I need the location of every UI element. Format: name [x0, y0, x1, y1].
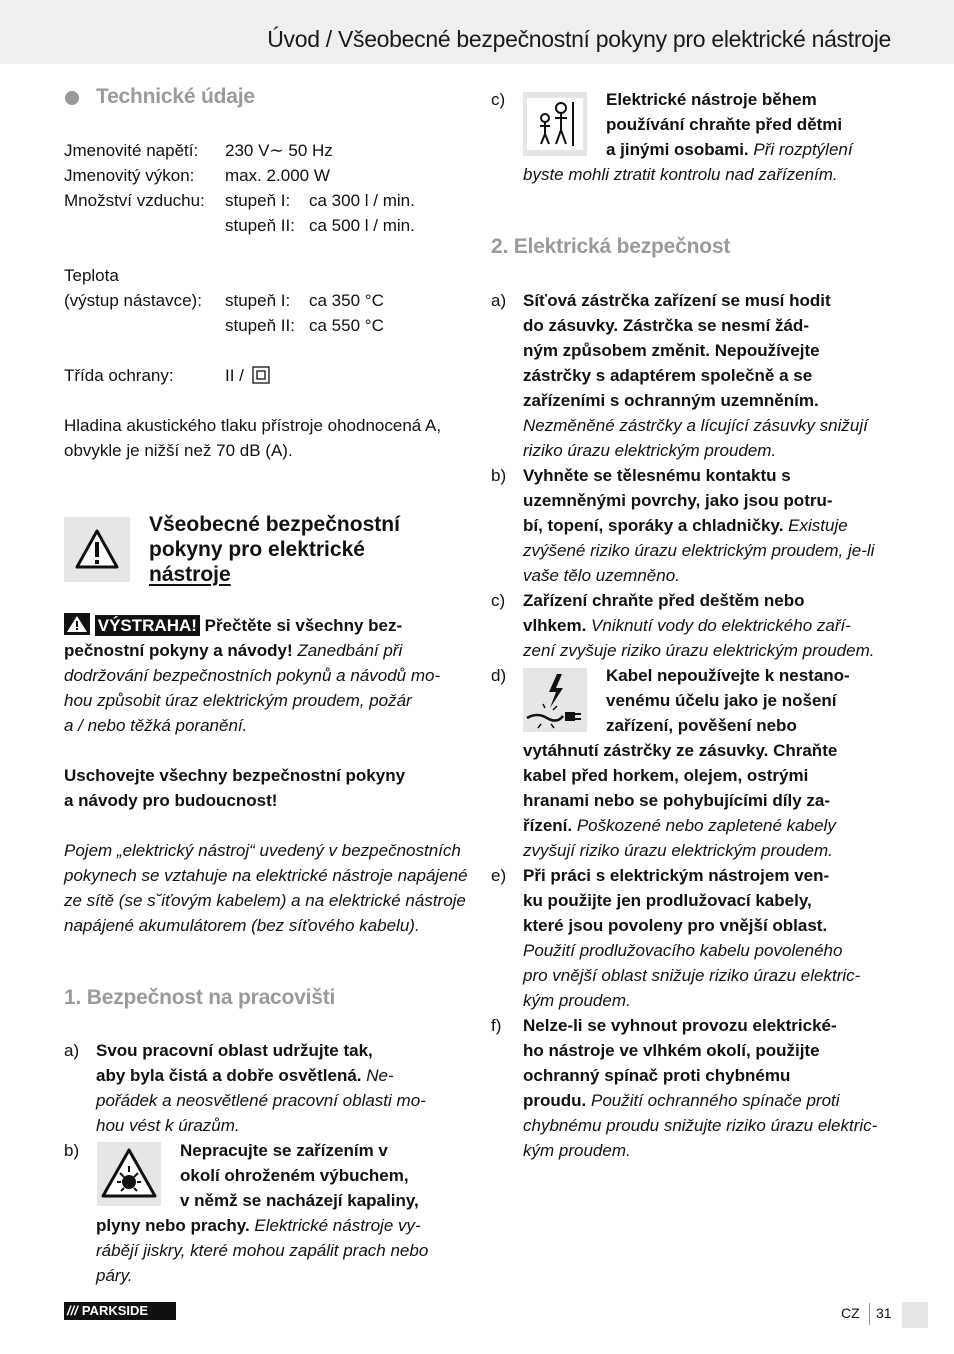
s1-c-1: Elektrické nástroje během	[606, 90, 817, 109]
warning-triangle-icon	[64, 517, 130, 582]
s2-b-3-italic: Existuje	[783, 516, 848, 535]
warning-text-2-italic: Zanedbání při	[292, 641, 403, 660]
cable-icon-box	[523, 668, 587, 732]
rated-voltage-label: Jmenovité napětí:	[64, 141, 199, 160]
s2-c-2-italic: Vniknutí vody do elektrického zaří-	[586, 616, 851, 635]
s2-f-2: ho nástroje ve vlhkém okolí, použijte	[523, 1041, 820, 1060]
s1-a-3: pořádek a neosvětlené pracovní oblasti mo-	[96, 1091, 426, 1110]
s1-c-3-italic: Při rozptýlení	[748, 140, 853, 159]
warning-small-icon	[64, 613, 90, 635]
temp-stage1-value: ca 350 °C	[309, 291, 384, 310]
keep-instructions-2: a návody pro budoucnost!	[64, 791, 278, 810]
s1-c-2: používání chraňte před dětmi	[606, 115, 843, 134]
noise-line-1: Hladina akustického tlaku přístroje ohodnocená A,	[64, 416, 442, 435]
warning-text-4: hou způsobit úraz elektrickým proudem, požár	[64, 691, 412, 710]
s1-a-label: a)	[64, 1041, 80, 1060]
s2-d-8: zvyšují riziko úrazu elektrickým proudem.	[523, 841, 833, 860]
bullet-icon	[65, 91, 79, 105]
temp-stage2-value: ca 550 °C	[309, 316, 384, 335]
s1-b-1: Nepracujte se zařízením v	[180, 1141, 388, 1160]
rated-power-label: Jmenovitý výkon:	[64, 166, 195, 185]
child-keep-away-icon	[523, 92, 587, 156]
section1-heading: 1. Bezpečnost na pracovišti	[64, 986, 336, 1009]
rated-power-value: max. 2.000 W	[225, 166, 330, 185]
s2-e-5: pro vnější oblast snižuje riziko úrazu elektric-	[523, 966, 861, 985]
s2-c-1: Zařízení chraňte před deštěm nebo	[523, 591, 805, 610]
warning-icon-box	[64, 517, 130, 582]
s2-a-5: zařízeními s ochranným uzemněním.	[523, 391, 819, 410]
s1-b-6: páry.	[96, 1266, 133, 1285]
definition-4: napájené akumulátorem (bez síťového kabelu).	[64, 916, 420, 935]
s2-a-3: ným způsobem změnit. Nepoužívejte	[523, 341, 820, 360]
warning-text-5: a / nebo těžká poranění.	[64, 716, 248, 735]
definition-3: ze sítě (se s˘iťovým kabelem) a na elektrické nástroje	[64, 891, 466, 910]
explosion-icon-box	[97, 1142, 161, 1206]
s1-b-4: plyny nebo prachy.	[96, 1216, 250, 1235]
footer-divider	[869, 1303, 870, 1325]
s2-d-label: d)	[491, 666, 507, 685]
s2-b-label: b)	[491, 466, 507, 485]
brand-name: PARKSIDE	[81, 1303, 149, 1318]
warning-text-2: pečnostní pokyny a návody!	[64, 641, 293, 660]
warning-text-3: dodržování bezpečnostních pokynů a návodů mo-	[64, 666, 441, 685]
s2-f-label: f)	[491, 1016, 502, 1035]
page-marker	[902, 1302, 928, 1328]
air-stage2-value: ca 500 l / min.	[309, 216, 415, 235]
child-icon-box	[523, 92, 587, 156]
s2-f-5: chybnému proudu snižujte riziko úrazu elektric-	[523, 1116, 878, 1135]
rated-voltage-value: 230 V∼ 50 Hz	[225, 141, 333, 160]
s2-f-3: ochranný spínač proti chybnému	[523, 1066, 791, 1085]
tech-heading: Technické údaje	[96, 85, 255, 108]
general-heading-3: nástroje	[149, 563, 231, 586]
explosion-icon	[97, 1142, 161, 1206]
temp-stage1-label: stupeň I:	[225, 291, 291, 310]
definition-1: Pojem „elektrický nástroj“ uvedený v bezpečnostních	[64, 841, 461, 860]
air-stage1-value: ca 300 l / min.	[309, 191, 415, 210]
s1-b-5: rábějí jiskry, které mohou zapálit prach nebo	[96, 1241, 429, 1260]
s2-d-3: zařízení, pověšení nebo	[606, 716, 797, 735]
air-stage1-label: stupeň I:	[225, 191, 291, 210]
definition-2: pokynech se vztahuje na elektrické nástroje napájené	[64, 866, 468, 885]
s2-f-1: Nelze-li se vyhnout provozu elektrické-	[523, 1016, 837, 1035]
s2-c-2: vlhkem.	[523, 616, 587, 635]
s1-b-label: b)	[64, 1141, 80, 1160]
s2-d-7-italic: Poškozené nebo zapletené kabely	[572, 816, 836, 835]
s1-a-2-italic: Ne-	[361, 1066, 394, 1085]
s2-f-4: proudu.	[523, 1091, 587, 1110]
s1-b-2: okolí ohroženém výbuchem,	[180, 1166, 409, 1185]
s1-b-4-italic: Elektrické nástroje vy-	[249, 1216, 421, 1235]
s2-b-5: vaše tělo uzemněno.	[523, 566, 680, 585]
s2-d-6: hranami nebo se pohybujícími díly za-	[523, 791, 831, 810]
s2-f-4-italic: Použití ochranného spínače proti	[586, 1091, 840, 1110]
temp-label: Teplota	[64, 266, 119, 285]
s1-a-2: aby byla čistá a dobře osvětlená.	[96, 1066, 362, 1085]
s2-b-3: bí, topení, sporáky a chladničky.	[523, 516, 784, 535]
s1-a-1: Svou pracovní oblast udržujte tak,	[96, 1041, 373, 1060]
s2-d-4: vytáhnutí zástrčky ze zásuvky. Chraňte	[523, 741, 838, 760]
s2-a-1: Síťová zástrčka zařízení se musí hodit	[523, 291, 831, 310]
s2-d-5: kabel před horkem, olejem, ostrými	[523, 766, 809, 785]
brand-logo: /// PARKSIDE	[64, 1302, 176, 1320]
keep-instructions-1: Uschovejte všechny bezpečnostní pokyny	[64, 766, 406, 785]
general-heading-1: Všeobecné bezpečnostní	[149, 513, 400, 536]
s1-c-label: c)	[491, 90, 506, 109]
s2-e-1: Při práci s elektrickým nástrojem ven-	[523, 866, 830, 885]
s2-d-7: řízení.	[523, 816, 573, 835]
s2-b-1: Vyhněte se tělesnému kontaktu s	[523, 466, 791, 485]
s2-d-2: venému účelu jako je nošení	[606, 691, 837, 710]
s1-c-4: byste mohli ztratit kontrolu nad zařízením.	[523, 165, 838, 184]
s2-e-2: ku použijte jen prodlužovací kabely,	[523, 891, 812, 910]
air-stage2-label: stupeň II:	[225, 216, 295, 235]
section2-heading: 2. Elektrická bezpečnost	[491, 235, 731, 258]
warning-text-1: Přečtěte si všechny bez-	[204, 616, 403, 635]
protection-class-icon	[252, 366, 270, 384]
warning-badge: VÝSTRAHA!	[95, 615, 200, 636]
s1-c-3: a jinými osobami.	[606, 140, 749, 159]
s2-e-label: e)	[491, 866, 507, 885]
s2-a-7: riziko úrazu elektrickým proudem.	[523, 441, 777, 460]
protection-label: Třída ochrany:	[64, 366, 174, 385]
temp-label-sub: (výstup nástavce):	[64, 291, 202, 310]
s2-a-6: Nezměněné zástrčky a lícující zásuvky snižují	[523, 416, 868, 435]
s1-a-4: hou vést k úrazům.	[96, 1116, 240, 1135]
s2-a-4: zástrčky s adaptérem společně a se	[523, 366, 813, 385]
s2-c-label: c)	[491, 591, 506, 610]
noise-line-2: obvykle je nižší než 70 dB (A).	[64, 441, 293, 460]
page-number: 31	[876, 1305, 892, 1321]
s2-b-4: zvýšené riziko úrazu elektrickým proudem, je-li	[523, 541, 875, 560]
s2-e-4: Použití prodlužovacího kabelu povoleného	[523, 941, 843, 960]
s1-b-3: v němž se nacházejí kapaliny,	[180, 1191, 419, 1210]
language-code: CZ	[841, 1305, 860, 1321]
general-heading-2: pokyny pro elektrické	[149, 538, 365, 561]
s2-c-3: zení zvyšuje riziko úrazu elektrickým proudem.	[523, 641, 875, 660]
page-header	[0, 0, 954, 64]
s2-a-2: do zásuvky. Zástrčka se nesmí žád-	[523, 316, 809, 335]
s2-f-6: kým proudem.	[523, 1141, 631, 1160]
cable-hazard-icon	[523, 668, 587, 732]
s2-b-2: uzemněnými povrchy, jako jsou potru-	[523, 491, 833, 510]
air-label: Množství vzduchu:	[64, 191, 205, 210]
s2-e-6: kým proudem.	[523, 991, 631, 1010]
s2-a-label: a)	[491, 291, 507, 310]
page-title: Úvod / Všeobecné bezpečnostní pokyny pro elektrické nástroje	[267, 26, 891, 52]
temp-stage2-label: stupeň II:	[225, 316, 295, 335]
protection-value: II /	[225, 366, 244, 385]
s2-d-1: Kabel nepoužívejte k nestano-	[606, 666, 850, 685]
s2-e-3: které jsou povoleny pro vnější oblast.	[523, 916, 828, 935]
